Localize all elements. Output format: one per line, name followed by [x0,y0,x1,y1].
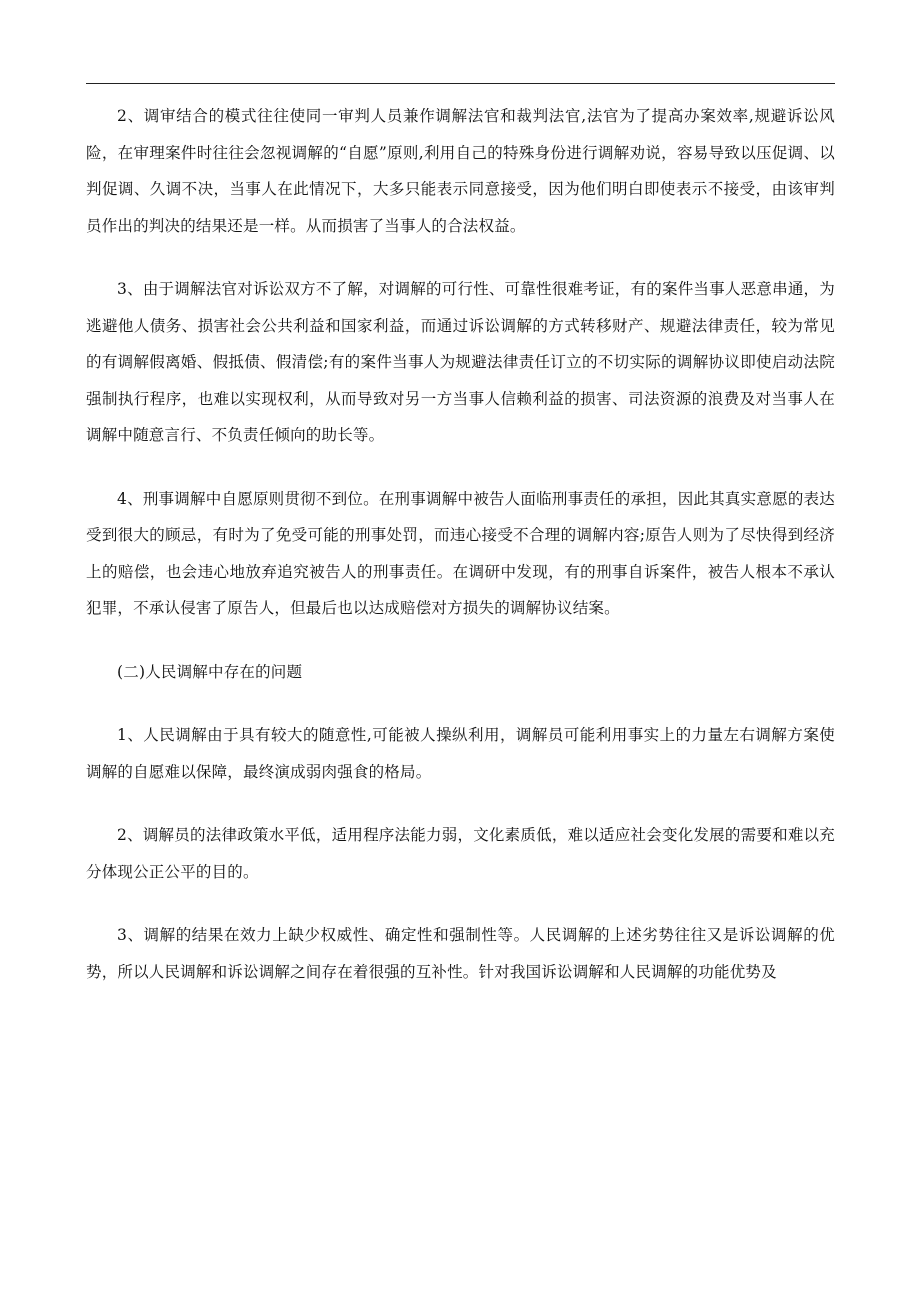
paragraph-gap [86,690,835,717]
paragraph-gap [86,890,835,917]
paragraph-court-mediation-3: 3、由于调解法官对诉讼双方不了解，对调解的可行性、可靠性很难考证，有的案件当事人恶意串通，为逃避他人债务、损害社会公共利益和国家利益，而通过诉讼调解的方式转移财产、规避法律责任，较为常见的有调解假离婚、假抵债、假清偿;有的案件当事人为规避法律责任订立的不切实际的调解协议即使启动法院强制执行程序，也难以实现权利，从而导致对另一方当事人信赖利益的损害、司法资源的浪费及对当事人在调解中随意言行、不负责任倾向的助长等。 [86,280,835,444]
header-divider [86,83,835,84]
document-body [86,98,835,990]
paragraph-gap [86,627,835,654]
paragraph-court-mediation-2: 2、调审结合的模式往往使同一审判人员兼作调解法官和裁判法官,法官为了提高办案效率,规避诉讼风险，在审理案件时往往会忽视调解的“自愿”原则,利用自己的特殊身份进行调解劝说，容易导致以压促调、以判促调、久调不决，当事人在此情况下，大多只能表示同意接受，因为他们明白即使表示不接受，由该审判员作出的判决的结果还是一样。从而损害了当事人的合法权益。 [86,107,835,235]
paragraph-gap [86,454,835,481]
paragraph-people-mediation-2: 2、调解员的法律政策水平低，适用程序法能力弱，文化素质低，难以适应社会变化发展的需要和难以充分体现公正公平的目的。 [86,826,835,881]
paragraph-people-mediation-1: 1、人民调解由于具有较大的随意性,可能被人操纵利用，调解员可能利用事实上的力量左右调解方案使调解的自愿难以保障，最终演成弱肉强食的格局。 [86,726,835,781]
paragraph-court-mediation-4: 4、刑事调解中自愿原则贯彻不到位。在刑事调解中被告人面临刑事责任的承担，因此其真实意愿的表达受到很大的顾忌，有时为了免受可能的刑事处罚，而违心接受不合理的调解内容;原告人则为了尽快得到经济上的赔偿，也会违心地放弃追究被告人的刑事责任。在调研中发现，有的刑事自诉案件，被告人根本不承认犯罪，不承认侵害了原告人，但最后也以达成赔偿对方损失的调解协议结案。 [86,489,835,617]
paragraph-gap [86,790,835,817]
paragraph-people-mediation-3: 3、调解的结果在效力上缺少权威性、确定性和强制性等。人民调解的上述劣势往往又是诉讼调解的优势，所以人民调解和诉讼调解之间存在着很强的互补性。针对我国诉讼调解和人民调解的功能优势及 [86,926,835,981]
paragraph-gap [86,244,835,271]
section-heading-people-mediation: (二)人民调解中存在的问题 [117,662,303,681]
